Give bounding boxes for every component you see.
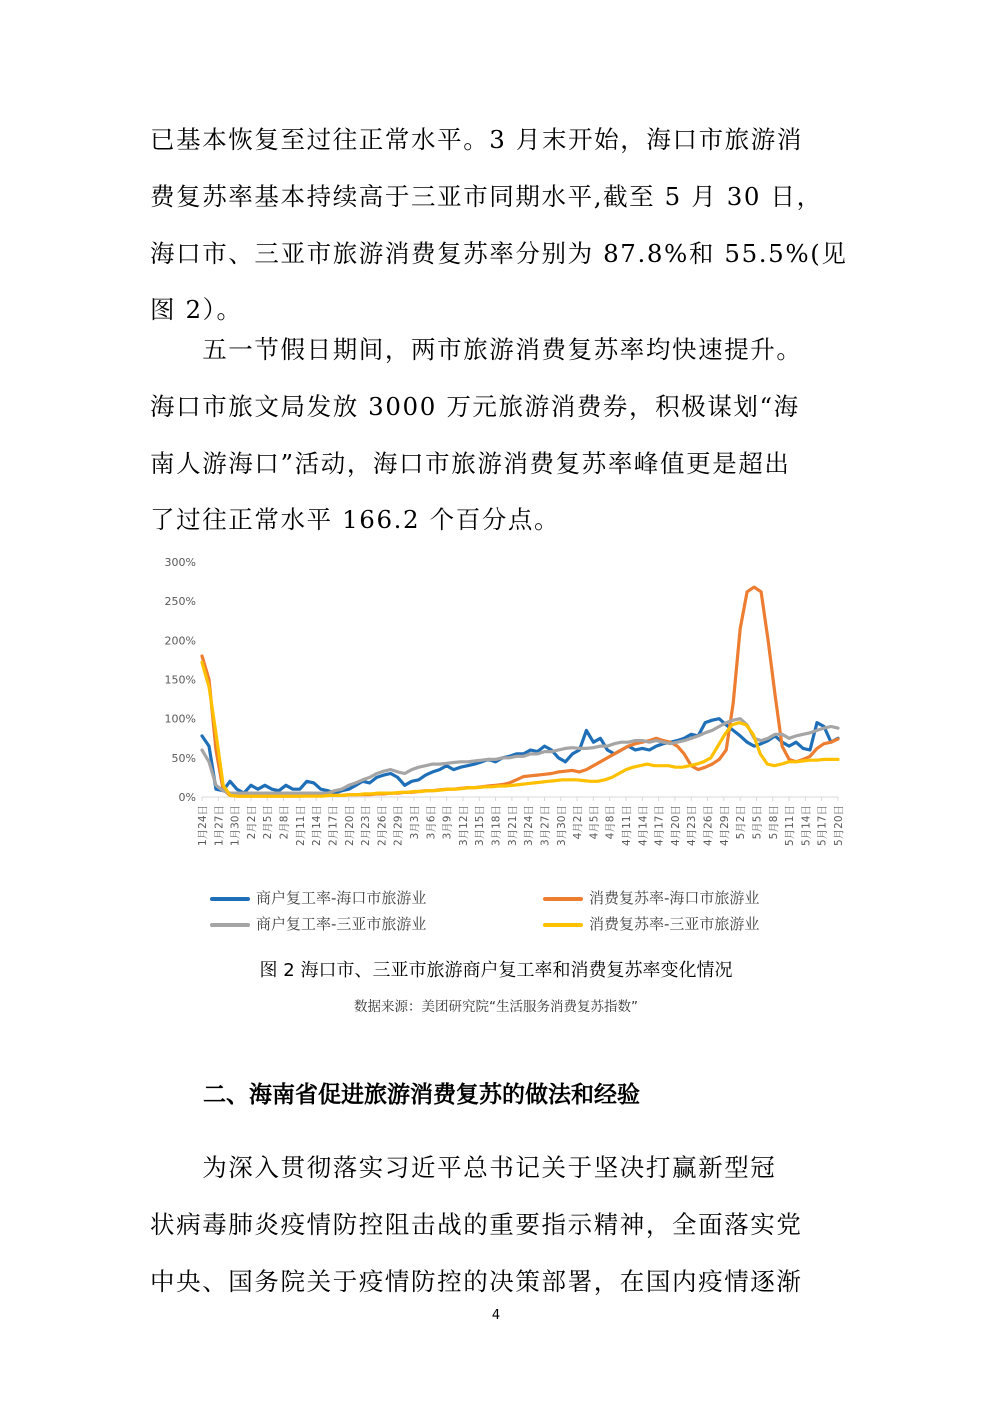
paragraph-line: 费复苏率基本持续高于三亚市同期水平,截至 5 月 30 日， [150,181,823,211]
legend-label: 商户复工率-三亚市旅游业 [256,915,427,933]
y-tick-label: 300% [164,556,196,569]
x-tick-label: 2月17日 [327,805,340,847]
legend-swatch [210,923,250,927]
section-heading: 二、海南省促进旅游消费复苏的做法和经验 [203,1082,640,1108]
x-tick-label: 3月18日 [490,805,503,847]
x-tick-label: 3月3日 [409,805,421,840]
legend-swatch [210,897,250,901]
x-tick-label: 3月24日 [523,805,536,847]
series-line-3 [202,662,838,796]
x-tick-label: 1月24日 [197,805,209,847]
x-tick-label: 2月2日 [245,805,258,840]
paragraph-line: 状病毒肺炎疫情防控阻击战的重要指示精神，全面落实党 [150,1209,803,1239]
x-tick-label: 2月11日 [294,805,307,847]
legend-swatch [543,923,583,927]
x-tick-label: 4月8日 [604,805,617,840]
series-line-2 [202,719,838,793]
x-tick-label: 5月5日 [751,805,764,840]
legend-item-haikou-consumption [543,888,759,908]
x-tick-label: 3月9日 [441,805,454,840]
paragraph-line: 海口市、三亚市旅游消费复苏率分别为 87.8%和 55.5%(见 [150,238,848,268]
y-tick-label: 150% [164,673,196,687]
paragraph-line: 南人游海口”活动，海口市旅游消费复苏率峰值更是超出 [150,448,791,478]
x-tick-label: 4月17日 [653,805,666,847]
y-tick-label: 250% [164,595,196,609]
paragraph-intro [150,112,848,339]
paragraph-line: 了过往正常水平 166.2 个百分点。 [150,505,561,535]
figure-source: 数据来源：美团研究院“生活服务消费复苏指数” [354,999,638,1015]
x-tick-label: 3月12日 [457,805,470,847]
x-tick-label: 4月14日 [637,805,650,847]
paragraph-line: 已基本恢复至过往正常水平。3 月末开始，海口市旅游消 [150,125,803,154]
line-chart [150,550,850,880]
x-tick-label: 5月11日 [784,805,797,847]
x-tick-label: 4月26日 [702,805,715,847]
x-tick-label: 5月8日 [767,805,780,840]
x-tick-label: 2月5日 [262,805,275,840]
x-tick-label: 5月2日 [735,805,748,840]
x-tick-label: 5月17日 [816,805,829,847]
y-tick-label: 200% [164,634,196,648]
figure-caption: 图 2 海口市、三亚市旅游商户复工率和消费复苏率变化情况 [259,960,733,981]
x-tick-label: 3月15日 [474,805,487,847]
x-tick-label: 4月11日 [621,805,633,847]
x-tick-label: 5月14日 [800,805,813,847]
x-tick-label: 3月30日 [555,805,568,847]
series-line-1 [202,587,838,796]
legend-label: 消费复苏率-海口市旅游业 [589,889,760,907]
legend-label: 商户复工率-海口市旅游业 [256,889,427,907]
x-tick-label: 3月27日 [539,805,552,847]
legend-item-sanya-merchant [210,914,426,934]
paragraph-measures [150,1140,840,1310]
paragraph-line: 中央、国务院关于疫情防控的决策部署，在国内疫情逐渐 [150,1266,803,1296]
legend-item-haikou-merchant [210,888,426,908]
x-tick-label: 4月2日 [572,805,585,840]
x-tick-label: 4月29日 [718,805,731,847]
paragraph-line: 五一节假日期间，两市旅游消费复苏率均快速提升。 [150,335,803,364]
y-tick-label: 100% [164,712,196,726]
x-tick-label: 2月14日 [311,805,324,847]
x-tick-label: 4月20日 [669,805,682,847]
y-tick-label: 0% [178,791,196,804]
y-tick-label: 50% [171,751,196,765]
paragraph-line: 图 2）。 [150,295,243,325]
paragraph-line: 海口市旅文局发放 3000 万元旅游消费券，积极谋划“海 [150,391,800,421]
x-tick-label: 2月29日 [392,805,405,847]
legend-swatch [543,897,583,901]
x-tick-label: 4月5日 [588,805,601,840]
x-tick-label: 3月21日 [506,805,519,847]
x-tick-label: 2月23日 [360,805,373,847]
paragraph-mayday [150,322,840,549]
x-tick-label: 2月26日 [376,805,389,847]
x-tick-label: 1月30日 [229,805,242,847]
x-tick-label: 3月6日 [425,805,438,840]
x-tick-label: 1月27日 [213,805,226,847]
x-tick-label: 2月20日 [343,805,356,847]
legend-item-sanya-consumption [543,914,759,934]
page-number: 4 [491,1308,501,1323]
x-tick-label: 2月8日 [278,805,291,840]
x-tick-label: 5月20日 [833,805,845,847]
paragraph-line: 为深入贯彻落实习近平总书记关于坚决打赢新型冠 [150,1153,777,1182]
legend-label: 消费复苏率-三亚市旅游业 [589,915,760,933]
x-tick-label: 4月23日 [686,805,699,847]
